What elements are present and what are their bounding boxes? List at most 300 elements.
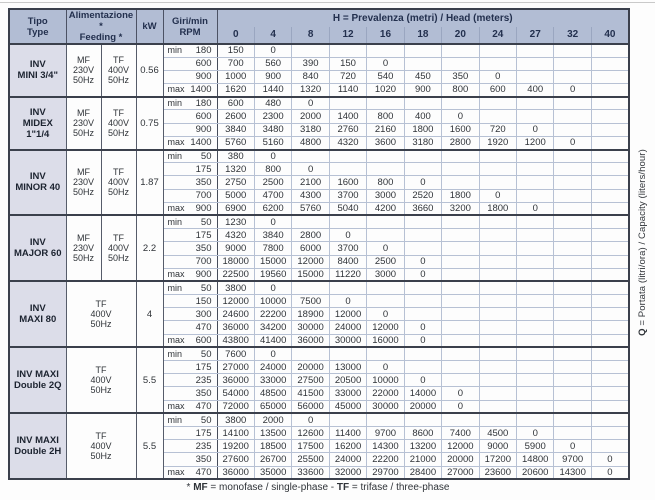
rpm-cell	[163, 110, 217, 123]
header-feeding-line1: Alimentazione *	[68, 10, 134, 32]
capacity-cell	[554, 57, 591, 70]
capacity-cell: 27600	[217, 453, 254, 466]
capacity-cell: 1800	[404, 123, 441, 136]
capacity-cell: 3000	[367, 268, 404, 281]
capacity-cell	[554, 295, 591, 308]
feeding-line: 50Hz	[107, 75, 129, 86]
capacity-cell: 4700	[254, 189, 291, 202]
capacity-cell	[591, 215, 629, 228]
capacity-cell: 0	[442, 400, 479, 413]
rpm-cell	[163, 255, 217, 268]
model-name-cell	[9, 281, 66, 347]
capacity-cell: 26700	[254, 453, 291, 466]
capacity-cell	[329, 413, 366, 426]
rpm-value: 1400	[190, 137, 212, 149]
header-h-col-24: 24	[479, 27, 516, 45]
feeding-cell	[66, 44, 101, 97]
rpm-wrap	[164, 322, 217, 333]
capacity-cell: 600	[217, 97, 254, 110]
header-h-col-18: 18	[404, 27, 441, 45]
capacity-cell: 0	[292, 413, 329, 426]
capacity-cell	[554, 44, 591, 57]
capacity-cell: 15000	[254, 255, 291, 268]
capacity-cell: 720	[329, 70, 366, 83]
rpm-cell	[163, 268, 217, 281]
rpm-cell	[163, 347, 217, 360]
rpm-cell	[163, 150, 217, 163]
capacity-cell	[404, 413, 441, 426]
capacity-cell: 18900	[292, 308, 329, 321]
header-kw-label: kW	[142, 21, 157, 32]
capacity-cell: 10000	[254, 295, 291, 308]
capacity-cell: 4320	[217, 229, 254, 242]
capacity-cell: 16000	[367, 334, 404, 347]
capacity-cell: 2000	[254, 413, 291, 426]
capacity-cell	[329, 150, 366, 163]
capacity-cell	[367, 97, 404, 110]
table-header	[9, 9, 629, 44]
model-name-line1: INV	[29, 171, 46, 183]
capacity-cell	[517, 255, 554, 268]
capacity-cell: 3660	[404, 202, 441, 215]
capacity-cell	[591, 321, 629, 334]
capacity-cell: 24000	[254, 361, 291, 374]
capacity-cell	[404, 57, 441, 70]
rpm-cell	[163, 189, 217, 202]
rpm-value: 900	[195, 71, 212, 83]
capacity-cell: 800	[442, 84, 479, 97]
capacity-cell	[479, 163, 516, 176]
capacity-cell	[367, 44, 404, 57]
rpm-wrap	[164, 190, 217, 201]
capacity-cell	[554, 387, 591, 400]
capacity-cell: 11400	[329, 426, 366, 439]
feeding-line: 50Hz	[107, 187, 129, 198]
rpm-value: 900	[195, 124, 212, 136]
capacity-cell: 2800	[292, 229, 329, 242]
capacity-cell: 5760	[217, 136, 254, 149]
capacity-cell: 2100	[292, 176, 329, 189]
footnote-mf-bold: MF	[193, 482, 208, 493]
rpm-value: 700	[195, 256, 212, 268]
rpm-minmax-label: min	[167, 150, 183, 161]
capacity-cell: 1230	[217, 215, 254, 228]
capacity-cell: 4500	[479, 426, 516, 439]
model-name-line1: INV	[29, 59, 46, 71]
rpm-cell	[163, 321, 217, 334]
footnote-prefix: *	[186, 482, 194, 493]
capacity-cell: 0	[404, 374, 441, 387]
rpm-minmax-label: max	[167, 466, 185, 477]
rpm-cell	[163, 84, 217, 97]
capacity-cell	[479, 400, 516, 413]
capacity-cell: 41500	[292, 387, 329, 400]
rpm-value: 235	[195, 374, 212, 386]
rpm-cell	[163, 57, 217, 70]
capacity-cell: 0	[554, 440, 591, 453]
model-name-line2: Double 2H	[14, 446, 62, 458]
capacity-cell: 0	[554, 136, 591, 149]
capacity-cell: 16200	[329, 440, 366, 453]
feeding-cell	[66, 281, 136, 347]
capacity-cell: 0	[517, 202, 554, 215]
capacity-cell	[442, 215, 479, 228]
rpm-wrap	[164, 45, 217, 56]
feeding-line: 50Hz	[107, 128, 129, 139]
capacity-cell	[517, 70, 554, 83]
capacity-cell: 400	[517, 84, 554, 97]
feeding-cell	[66, 215, 101, 281]
footnote-mf-rest: = monofase / single-phase -	[207, 482, 337, 493]
capacity-cell	[554, 97, 591, 110]
capacity-cell: 12000	[329, 308, 366, 321]
capacity-cell	[517, 150, 554, 163]
capacity-cell: 22200	[367, 453, 404, 466]
model-name-line1: INV	[29, 106, 46, 118]
capacity-cell	[517, 176, 554, 189]
capacity-cell: 380	[217, 150, 254, 163]
capacity-cell	[292, 44, 329, 57]
capacity-cell: 540	[367, 70, 404, 83]
capacity-cell: 4300	[292, 189, 329, 202]
feeding-line: 400V	[107, 243, 130, 254]
rpm-minmax-label: min	[167, 414, 183, 425]
capacity-cell	[442, 242, 479, 255]
capacity-cell: 30000	[329, 334, 366, 347]
capacity-cell: 18000	[217, 255, 254, 268]
capacity-cell: 11220	[329, 268, 366, 281]
capacity-cell	[442, 163, 479, 176]
header-h-col-20: 20	[442, 27, 479, 45]
feeding-line: 230V	[72, 177, 95, 188]
capacity-cell	[404, 295, 441, 308]
capacity-cell	[404, 150, 441, 163]
rpm-cell	[163, 426, 217, 439]
feeding-line: TF	[113, 167, 124, 178]
capacity-cell: 5000	[217, 189, 254, 202]
rpm-value: 50	[200, 348, 212, 360]
capacity-cell	[329, 347, 366, 360]
capacity-cell: 12000	[217, 295, 254, 308]
feeding-line: TF	[113, 233, 124, 244]
capacity-cell: 36000	[292, 334, 329, 347]
capacity-cell	[554, 229, 591, 242]
feeding-line: 400V	[90, 441, 112, 452]
capacity-cell	[517, 321, 554, 334]
capacity-cell	[367, 150, 404, 163]
capacity-cell	[479, 413, 516, 426]
rpm-value: 900	[195, 269, 212, 281]
rpm-value: 470	[195, 466, 212, 478]
table-body	[9, 44, 629, 479]
capacity-cell	[442, 374, 479, 387]
capacity-cell	[591, 334, 629, 347]
capacity-cell: 3700	[329, 242, 366, 255]
capacity-cell: 19200	[217, 440, 254, 453]
capacity-cell	[517, 97, 554, 110]
footnote-tf-bold: TF	[336, 482, 350, 493]
capacity-cell	[591, 387, 629, 400]
rpm-wrap	[164, 296, 217, 307]
capacity-cell	[591, 97, 629, 110]
capacity-cell: 14300	[367, 440, 404, 453]
feeding-line: MF	[77, 55, 90, 66]
capacity-cell: 6900	[217, 202, 254, 215]
capacity-cell	[591, 255, 629, 268]
capacity-cell	[517, 334, 554, 347]
model-name-line1: INV MAXI	[16, 435, 59, 447]
rpm-wrap	[164, 401, 217, 412]
q-capacity-axis-text	[637, 149, 648, 336]
capacity-cell: 0	[404, 176, 441, 189]
rpm-cell	[163, 176, 217, 189]
rpm-cell	[163, 387, 217, 400]
capacity-cell: 3600	[367, 136, 404, 149]
capacity-cell	[554, 110, 591, 123]
rpm-wrap	[164, 415, 217, 426]
capacity-cell	[292, 150, 329, 163]
capacity-cell: 2300	[254, 110, 291, 123]
capacity-cell: 390	[292, 57, 329, 70]
table-row	[9, 97, 629, 110]
capacity-cell: 800	[367, 176, 404, 189]
rpm-wrap	[164, 230, 217, 241]
feeding-cell	[66, 97, 101, 150]
capacity-cell: 350	[442, 70, 479, 83]
capacity-cell	[404, 361, 441, 374]
capacity-cell: 35000	[254, 466, 291, 479]
capacity-cell: 5900	[517, 440, 554, 453]
rpm-value: 1400	[190, 84, 212, 96]
capacity-cell: 3840	[254, 229, 291, 242]
capacity-cell: 9700	[367, 426, 404, 439]
capacity-cell: 12000	[292, 255, 329, 268]
capacity-cell	[517, 110, 554, 123]
feeding-line: 400V	[107, 118, 130, 129]
page-top-rule	[0, 2, 655, 3]
capacity-cell	[442, 347, 479, 360]
header-head-title-rest: = Prevalenza (metri) / Head (meters)	[340, 12, 513, 24]
capacity-cell: 1600	[329, 176, 366, 189]
capacity-cell	[517, 281, 554, 294]
capacity-cell: 18500	[254, 440, 291, 453]
capacity-cell	[554, 202, 591, 215]
rpm-value: 900	[195, 203, 212, 215]
model-name-cell	[9, 215, 66, 281]
rpm-value: 180	[195, 98, 212, 110]
capacity-cell	[591, 308, 629, 321]
capacity-cell	[554, 268, 591, 281]
capacity-cell	[329, 281, 366, 294]
rpm-minmax-label: min	[167, 348, 183, 359]
rpm-minmax-label: max	[167, 400, 185, 411]
rpm-cell	[163, 44, 217, 57]
capacity-cell: 0	[404, 334, 441, 347]
capacity-cell	[367, 295, 404, 308]
header-tipo-line2: Type	[27, 26, 49, 38]
rpm-cell	[163, 202, 217, 215]
feeding-line: MF	[77, 167, 90, 178]
capacity-cell: 0	[517, 426, 554, 439]
capacity-cell: 2160	[367, 123, 404, 136]
q-capacity-axis-bold: Q	[636, 328, 648, 336]
capacity-cell	[554, 347, 591, 360]
kw-cell: 0.56	[136, 44, 163, 97]
capacity-cell: 480	[254, 97, 291, 110]
capacity-cell	[367, 347, 404, 360]
model-name-line1: INV	[29, 237, 46, 249]
rpm-wrap	[164, 98, 217, 109]
capacity-cell: 0	[367, 57, 404, 70]
rpm-cell	[163, 281, 217, 294]
rpm-cell	[163, 334, 217, 347]
capacity-cell	[442, 268, 479, 281]
rpm-wrap	[164, 124, 217, 135]
footnote	[8, 482, 628, 493]
capacity-cell: 17200	[479, 453, 516, 466]
capacity-cell	[479, 110, 516, 123]
capacity-cell: 0	[404, 321, 441, 334]
capacity-cell	[591, 413, 629, 426]
model-name-cell	[9, 150, 66, 216]
capacity-cell	[367, 215, 404, 228]
capacity-cell: 3000	[367, 189, 404, 202]
capacity-cell: 0	[554, 84, 591, 97]
capacity-cell: 0	[367, 361, 404, 374]
rpm-value: 50	[200, 216, 212, 228]
capacity-cell	[517, 44, 554, 57]
capacity-cell: 3480	[254, 123, 291, 136]
feeding-cell	[101, 97, 136, 150]
capacity-cell: 12000	[442, 440, 479, 453]
capacity-cell	[554, 321, 591, 334]
capacity-cell	[591, 44, 629, 57]
model-name-line2: MAJOR 60	[13, 248, 62, 260]
rpm-wrap	[164, 375, 217, 386]
feeding-cell	[101, 44, 136, 97]
rpm-cell	[163, 413, 217, 426]
capacity-cell: 34200	[254, 321, 291, 334]
rpm-minmax-label: min	[167, 98, 183, 109]
capacity-cell	[517, 374, 554, 387]
capacity-cell	[292, 281, 329, 294]
capacity-cell	[517, 400, 554, 413]
rpm-value: 350	[195, 242, 212, 254]
feeding-line: 50Hz	[72, 187, 94, 198]
capacity-cell	[591, 242, 629, 255]
rpm-cell	[163, 374, 217, 387]
rpm-wrap	[164, 283, 217, 294]
capacity-cell	[554, 242, 591, 255]
capacity-cell: 5760	[292, 202, 329, 215]
model-name-cell	[9, 97, 66, 150]
rpm-wrap	[164, 177, 217, 188]
rpm-value: 600	[195, 334, 212, 346]
header-feeding	[66, 9, 136, 44]
capacity-cell: 0	[591, 453, 629, 466]
rpm-cell	[163, 123, 217, 136]
capacity-cell	[479, 387, 516, 400]
rpm-minmax-label: max	[167, 137, 185, 148]
capacity-cell: 4800	[292, 136, 329, 149]
rpm-wrap	[164, 454, 217, 465]
rpm-wrap	[164, 164, 217, 175]
capacity-cell: 5160	[254, 136, 291, 149]
model-name-line1: INV MAXI	[16, 369, 59, 381]
rpm-cell	[163, 295, 217, 308]
capacity-cell	[591, 150, 629, 163]
model-name-line2: MIDEX 1"1/4	[22, 117, 53, 140]
capacity-cell: 72000	[217, 400, 254, 413]
rpm-wrap	[164, 441, 217, 452]
capacity-cell	[404, 242, 441, 255]
capacity-cell: 14100	[217, 426, 254, 439]
capacity-cell: 33000	[254, 374, 291, 387]
capacity-cell: 43800	[217, 334, 254, 347]
capacity-cell: 17500	[292, 440, 329, 453]
rpm-minmax-label: max	[167, 84, 185, 95]
capacity-cell	[591, 440, 629, 453]
rpm-wrap	[164, 111, 217, 122]
capacity-cell: 12000	[367, 321, 404, 334]
kw-cell: 2.2	[136, 215, 163, 281]
capacity-cell: 0	[517, 123, 554, 136]
table-row	[9, 413, 629, 426]
rpm-value: 175	[195, 163, 212, 175]
rpm-wrap	[164, 269, 217, 280]
capacity-cell	[591, 123, 629, 136]
capacity-cell	[442, 57, 479, 70]
capacity-cell	[554, 413, 591, 426]
capacity-cell	[479, 44, 516, 57]
capacity-cell: 3700	[329, 189, 366, 202]
capacity-cell	[442, 334, 479, 347]
feeding-line: TF	[95, 299, 107, 310]
model-name-line2: MINI 3/4"	[17, 70, 58, 82]
capacity-cell	[442, 255, 479, 268]
capacity-cell	[329, 97, 366, 110]
table-row	[9, 281, 629, 294]
capacity-cell	[292, 347, 329, 360]
capacity-cell: 840	[292, 70, 329, 83]
capacity-cell: 0	[404, 268, 441, 281]
capacity-cell: 25500	[292, 453, 329, 466]
capacity-cell	[404, 347, 441, 360]
rpm-value: 600	[195, 58, 212, 70]
feeding-line: TF	[95, 431, 107, 442]
rpm-value: 470	[195, 322, 212, 334]
capacity-cell	[517, 413, 554, 426]
rpm-wrap	[164, 362, 217, 373]
capacity-cell	[554, 189, 591, 202]
rpm-wrap	[164, 71, 217, 82]
capacity-cell: 9000	[479, 440, 516, 453]
feeding-line: 50Hz	[90, 385, 112, 396]
capacity-cell: 0	[254, 347, 291, 360]
capacity-cell	[479, 374, 516, 387]
rpm-cell	[163, 229, 217, 242]
feeding-line: TF	[113, 108, 124, 119]
q-capacity-axis-label	[629, 8, 655, 477]
capacity-cell	[404, 281, 441, 294]
feeding-line: 50Hz	[72, 75, 94, 86]
capacity-cell: 36000	[217, 374, 254, 387]
rpm-minmax-label: min	[167, 45, 183, 56]
rpm-value: 50	[200, 414, 212, 426]
capacity-cell	[404, 97, 441, 110]
capacity-cell	[554, 374, 591, 387]
header-h-col-16: 16	[367, 27, 404, 45]
